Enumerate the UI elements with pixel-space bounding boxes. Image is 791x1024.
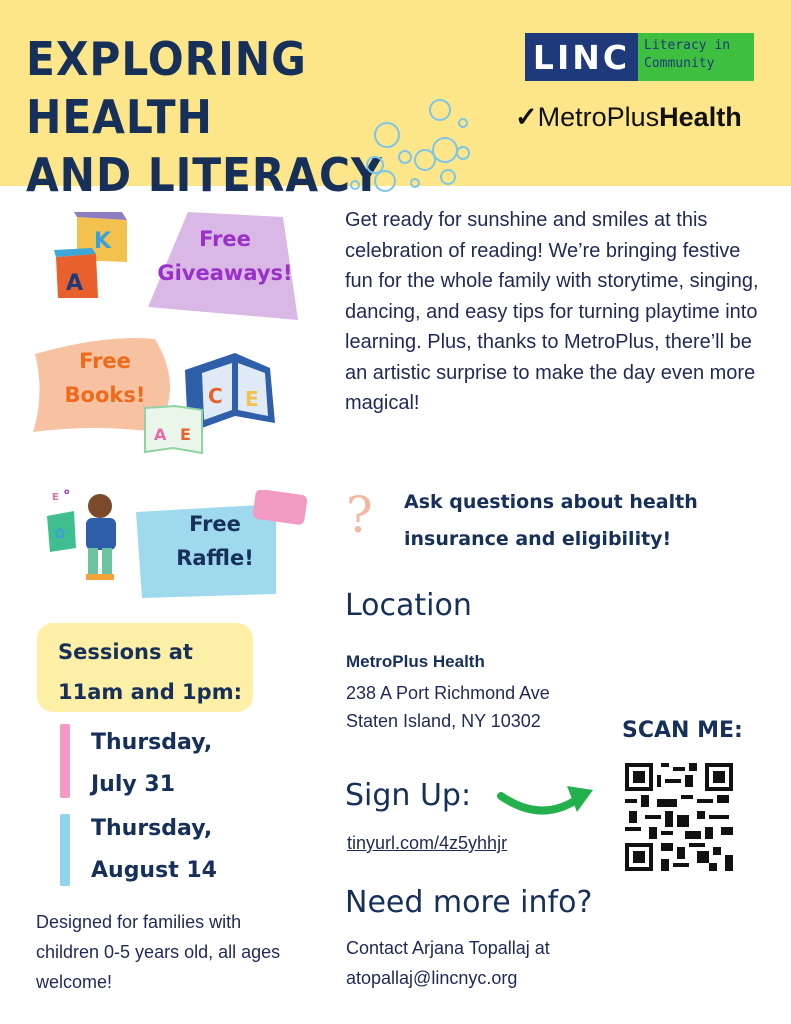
- reading-child-illustration: [42, 486, 132, 586]
- metroplus-health: Health: [659, 102, 742, 132]
- svg-text:C: C: [208, 384, 223, 408]
- giveaways-line-2: Giveaways!: [157, 261, 293, 285]
- linc-tagline-line-1: Literacy in: [644, 38, 731, 53]
- date-1-day: Thursday,: [91, 730, 213, 755]
- contact-line-1: Contact Arjana Topallaj at: [346, 938, 550, 958]
- arrow-right-icon: [497, 776, 595, 824]
- linc-name: LINC: [525, 33, 638, 81]
- books-line-1: Free: [79, 349, 131, 373]
- date-bar-blue: [60, 814, 70, 886]
- location-name: MetroPlus Health: [346, 652, 485, 671]
- svg-text:A: A: [154, 425, 167, 444]
- location-address: [346, 679, 646, 735]
- check-icon: ✓: [515, 102, 538, 132]
- free-raffle-label: [150, 507, 280, 575]
- need-more-info-heading: Need more info?: [345, 885, 593, 920]
- session-date-1: [91, 722, 212, 806]
- title-line-1: EXPLORING HEALTH: [26, 32, 307, 144]
- location-heading: Location: [345, 588, 472, 623]
- linc-tagline: [638, 33, 754, 81]
- scan-me-label: SCAN ME:: [622, 718, 743, 743]
- qr-code[interactable]: [625, 763, 733, 871]
- svg-text:✿: ✿: [54, 526, 66, 542]
- sessions-line-1: Sessions at: [58, 640, 193, 664]
- sessions-line-2: 11am and 1pm:: [58, 680, 242, 704]
- metroplus-name: MetroPlus: [537, 102, 660, 132]
- raffle-line-1: Free: [189, 512, 241, 536]
- svg-text:E: E: [245, 387, 259, 411]
- books-line-2: Books!: [64, 383, 146, 407]
- question-icon: ?: [346, 486, 373, 544]
- ask-line-1: Ask questions about health: [404, 491, 698, 513]
- date-2-date: August 14: [91, 858, 217, 883]
- free-giveaways-label: [150, 222, 300, 290]
- svg-text:K: K: [94, 229, 112, 254]
- sign-up-heading: Sign Up:: [345, 778, 472, 813]
- date-bar-pink: [60, 724, 70, 798]
- contact-info: [346, 933, 646, 993]
- sessions-text: [58, 632, 258, 712]
- svg-text:E: E: [52, 492, 59, 503]
- ask-line-2: insurance and eligibility!: [404, 528, 672, 550]
- address-line-1: 238 A Port Richmond Ave: [346, 683, 550, 703]
- raffle-line-2: Raffle!: [176, 546, 254, 570]
- blocks-illustration: [52, 212, 132, 302]
- svg-text:o: o: [64, 487, 70, 496]
- session-date-2: [91, 808, 217, 892]
- title-line-2: AND LITERACY: [26, 148, 383, 202]
- linc-tagline-line-2: Community: [644, 56, 715, 71]
- signup-link[interactable]: tinyurl.com/4z5yhhjr: [347, 833, 508, 853]
- contact-email: atopallaj@lincnyc.org: [346, 968, 518, 988]
- metroplus-logo: [515, 102, 742, 133]
- date-1-date: July 31: [91, 772, 176, 797]
- bubbles-decoration: [345, 95, 485, 195]
- svg-text:E: E: [180, 425, 191, 444]
- families-note: Designed for families with children 0-5 years old, all ages welcome!: [36, 912, 281, 992]
- header-banner: [0, 0, 791, 202]
- address-line-2: Staten Island, NY 10302: [346, 711, 541, 731]
- intro-paragraph: Get ready for sunshine and smiles at this celebration of reading! We’re bringing festive fun for the whole family with storytime, singing, dancing, and easy tips for turning playtime into learning. Plus, thanks to MetroPlus, there’ll be an artistic surprise to make the day even more magical!: [345, 209, 759, 414]
- svg-text:A: A: [66, 271, 84, 296]
- open-books-illustration: [140, 348, 285, 458]
- giveaways-line-1: Free: [199, 227, 251, 251]
- date-2-day: Thursday,: [91, 816, 213, 841]
- ask-questions-text: [404, 484, 764, 558]
- linc-logo: [525, 33, 754, 81]
